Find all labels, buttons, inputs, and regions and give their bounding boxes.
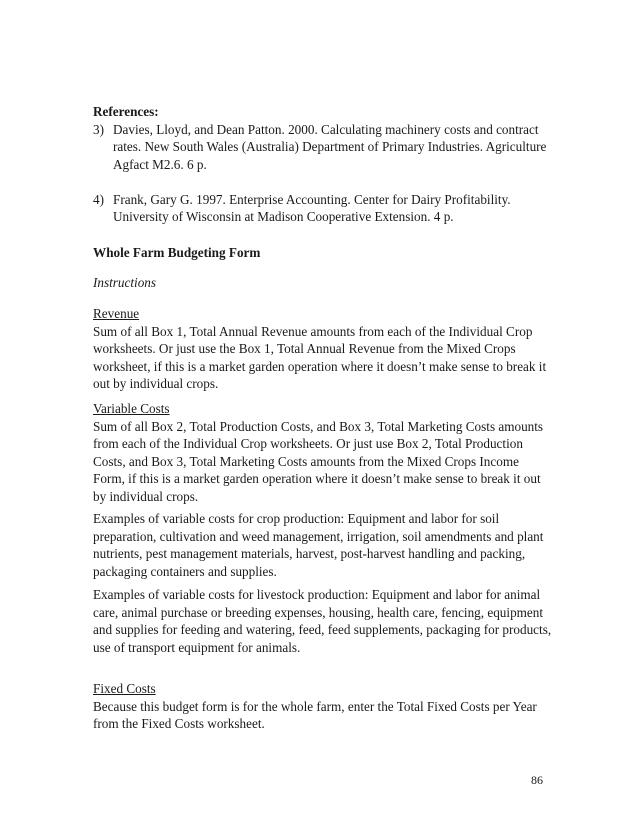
- instructions-label: Instructions: [93, 275, 157, 290]
- form-section: [93, 244, 553, 262]
- reference-text: Frank, Gary G. 1997. Enterprise Accounting. Center for Dairy Profitability. University of Wisconsin at Madison Cooperative Extension. 4 p.: [113, 191, 511, 224]
- reference-item-3: [93, 121, 553, 174]
- examples-crop-section: [93, 510, 553, 580]
- references-section: [93, 103, 553, 226]
- examples-livestock-text: Examples of variable costs for livestock production: Equipment and labor for animal care, animal purchase or breeding expenses, housing, health care, fencing, equipment and supplies for feeding and watering, feed, feed supplements, packaging for products, use of transport equipment for animals.: [93, 587, 552, 655]
- reference-item-4: [93, 191, 553, 226]
- variable-costs-heading: Variable Costs: [93, 401, 170, 416]
- form-title: Whole Farm Budgeting Form: [93, 245, 261, 260]
- revenue-section: [93, 305, 553, 393]
- references-heading: References:: [93, 104, 159, 119]
- reference-number: 3): [93, 121, 104, 137]
- fixed-costs-heading: Fixed Costs: [93, 681, 156, 696]
- fixed-costs-section: [93, 680, 553, 733]
- revenue-heading: Revenue: [93, 306, 140, 321]
- variable-costs-text: Sum of all Box 2, Total Production Costs, and Box 3, Total Marketing Costs amounts from each of the Individual Crop worksheets. Or just use Box 2, Total Production Costs, and Box 3, Total Marketing Costs amounts from the Mixed Crops Income Form, if this is a market garden operation where it doesn’t make sense to break it out by individual crops.: [93, 418, 544, 504]
- examples-livestock-section: [93, 586, 553, 656]
- reference-number: 4): [93, 191, 104, 207]
- fixed-costs-text: Because this budget form is for the whole farm, enter the Total Fixed Costs per Year from the Fixed Costs worksheet.: [93, 698, 537, 731]
- examples-crop-text: Examples of variable costs for crop production: Equipment and labor for soil preparation, cultivation and weed management, irrigation, soil amendments and plant nutrients, pest management materials, harvest, post-harvest handling and packing, packaging containers and supplies.: [93, 511, 544, 579]
- variable-costs-section: [93, 400, 553, 505]
- instructions-section: [93, 274, 553, 292]
- page-number: 86: [531, 773, 543, 787]
- revenue-text: Sum of all Box 1, Total Annual Revenue amounts from each of the Individual Crop worksheets. Or just use the Box 1, Total Annual Revenue from the Mixed Crops worksheet, if this is a market garden operation where it doesn’t make sense to break it out by individual crops.: [93, 323, 547, 391]
- reference-text: Davies, Lloyd, and Dean Patton. 2000. Calculating machinery costs and contract rates. New South Wales (Australia) Department of Primary Industries. Agriculture Agfact M2.6. 6 p.: [113, 121, 547, 172]
